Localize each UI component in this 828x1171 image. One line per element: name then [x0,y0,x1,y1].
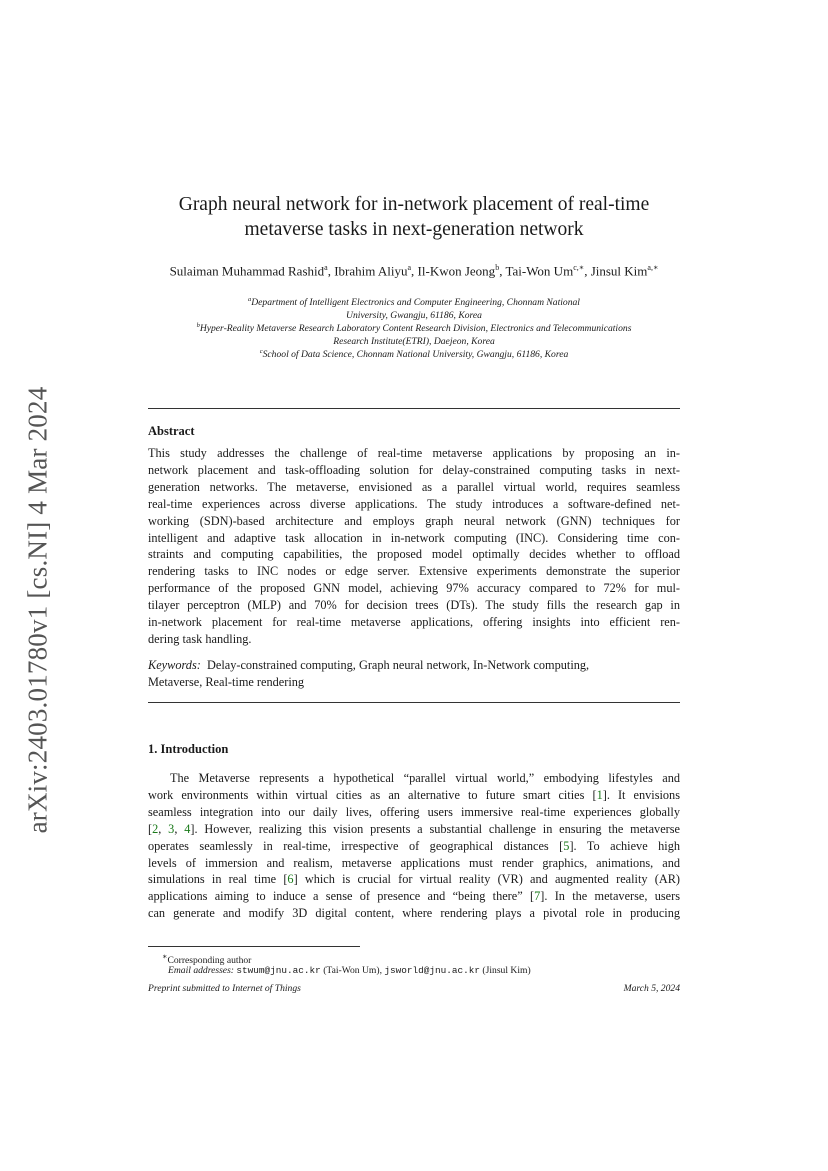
arxiv-stamp: arXiv:2403.01780v1 [cs.NI] 4 Mar 2024 [22,386,53,834]
email-owner: (Jinsul Kim) [482,965,531,976]
abstract-line: tilayer perceptron (MLP) and 70% for decision trees (DTs). The study fills the research gap in [148,598,680,613]
affiliation-line: Research Institute(ETRI), Daejeon, Korea [333,336,495,348]
introduction-text [148,770,680,922]
abstract-line: generation networks. The metaverse, envisioned as a parallel virtual world, requires seamless [148,479,680,494]
author-sup: a,∗ [647,263,659,272]
affiliation-sup: c [259,348,263,355]
footnote-mark: ∗ [162,952,168,961]
footer-date: March 5, 2024 [623,983,680,994]
affiliation [0,345,828,361]
affiliation-line [0,345,828,361]
body-line: can generate and modify 3D digital content, where rendering plays a pivotal role in producing [148,906,680,921]
paper-title [0,192,828,242]
abstract-line: This study addresses the challenge of real-time metaverse applications by proposing an in- [148,446,680,460]
email-link[interactable]: jsworld@jnu.ac.kr [384,965,481,976]
author-name: Jinsul Kim [590,263,648,279]
abstract-heading: Abstract [148,424,195,438]
citation-link[interactable]: 3 [168,821,175,836]
body-line: The Metaverse represents a hypothetical “parallel virtual world,” embodying lifestyles and [170,771,680,785]
abstract-line: dering task handling. [148,631,252,646]
abstract-line: intelligent and adaptive task allocation in in-network computing (INC). Considering time con- [148,530,680,545]
author-name: Sulaiman Muhammad Rashid [169,263,325,279]
keywords-text: Delay-constrained computing, Graph neural network, In-Network computing, [206,658,590,672]
citation-link[interactable]: 6 [287,872,294,887]
email-owner: (Tai-Won Um), [323,965,382,976]
section-heading-introduction: 1. Introduction [148,742,229,756]
keywords [148,657,680,691]
affiliation-text: School of Data Science, Chonnam National University, Gwangju, 61186, Korea [262,349,569,361]
abstract-line: real-time experiences across diverse applications. The study introduces a software-defined net- [148,496,680,511]
affiliation-sup: b [196,322,200,329]
author-name: Il-Kwon Jeong [417,263,496,279]
affiliation-line: University, Gwangju, 61186, Korea [346,310,482,322]
affiliation-text: Hyper-Reality Metaverse Research Laboratory Content Research Division, Electronics and Telecommunications [199,323,632,335]
affiliation-line [0,293,828,309]
keywords-line [148,657,680,674]
abstract-line: performance of the proposed GNN model, achieving 97% accuracy compared to 72% for mul- [148,581,680,596]
abstract-line: in-network placement for real-time metaverse applications, offering insights into efficient ren- [148,615,680,630]
affiliation-sup: a [248,296,252,303]
email-label: Email addresses: [168,965,234,976]
author-sup: c,∗ [573,263,585,272]
footnote-emails [168,964,531,977]
footnote-rule [148,946,360,947]
affiliation-line [0,319,828,335]
abstract-line: network placement and task-offloading solution for delay-constrained computing tasks in next- [148,462,680,477]
abstract-text [148,445,680,648]
citation-link[interactable]: 2 [152,821,159,836]
body-line: operates seamlessly in real-time, irrespective of geographical distances [5]. To achieve high [148,838,680,853]
body-line: applications aiming to induce a sense of presence and “being there” [7]. In the metaverse, users [148,889,681,904]
abstract-line: working (SDN)-based architecture and employs graph neural network (GNN) techniques for [148,513,680,528]
footnote-text: Corresponding author [167,955,252,967]
body-line: [2, 3, 4]. However, realizing this vision presents a substantial challenge in ensuring the metaverse [148,821,680,836]
body-line: levels of immersion and realism, metaverse applications must render graphics, animations, and [148,855,680,870]
abstract-bottom-rule [148,702,680,703]
title-line: metaverse tasks in next-generation network [244,219,584,240]
body-line: work environments within virtual cities as an alternative to future smart cities [1]. It envisions [148,787,680,802]
body-line: seamless integration into our daily lives, offering users immersive real-time experiences globally [148,804,680,819]
affiliation [0,319,828,348]
author-name: Ibrahim Aliyu [334,263,408,279]
abstract-top-rule [148,408,680,409]
abstract-line: rendering tasks to INC nodes or edge server. Extensive experiments demonstrate the superior [148,564,680,579]
affiliation-text: Department of Intelligent Electronics and Computer Engineering, Chonnam National [251,297,580,309]
abstract-line: straints and computing capabilities, the proposed model optimally decides whether to offload [148,547,680,562]
author-list: Sulaiman Muhammad Rashid$^a$, Ibrahim Aliyu$^a$, Il-Kwon Jeong$^b$, Tai-Won $Um^{c,∗}$, Jinsul Kim$^{a,∗}$ [169,263,659,279]
footer-left: Preprint submitted to Internet of Things [148,983,301,994]
citation-link[interactable]: 1 [596,787,603,802]
author-name: Tai-Won Um [505,263,574,279]
author-sup: a [407,263,412,272]
author-sup: b [495,263,500,272]
citation-link[interactable]: 7 [534,889,541,904]
keywords-label: Keywords: [148,658,201,672]
body-line: simulations in real time [6] which is crucial for virtual reality (VR) and augmented reality (AR) [148,872,680,887]
title-line: Graph neural network for in-network placement of real-time [178,194,650,215]
affiliation [0,293,828,322]
citation-link[interactable]: 5 [563,838,570,853]
keywords-line: Metaverse, Real-time rendering [148,675,305,689]
citation-link[interactable]: 4 [184,821,191,836]
email-link[interactable]: stwum@jnu.ac.kr [236,965,321,976]
author-sup: a [324,263,328,272]
